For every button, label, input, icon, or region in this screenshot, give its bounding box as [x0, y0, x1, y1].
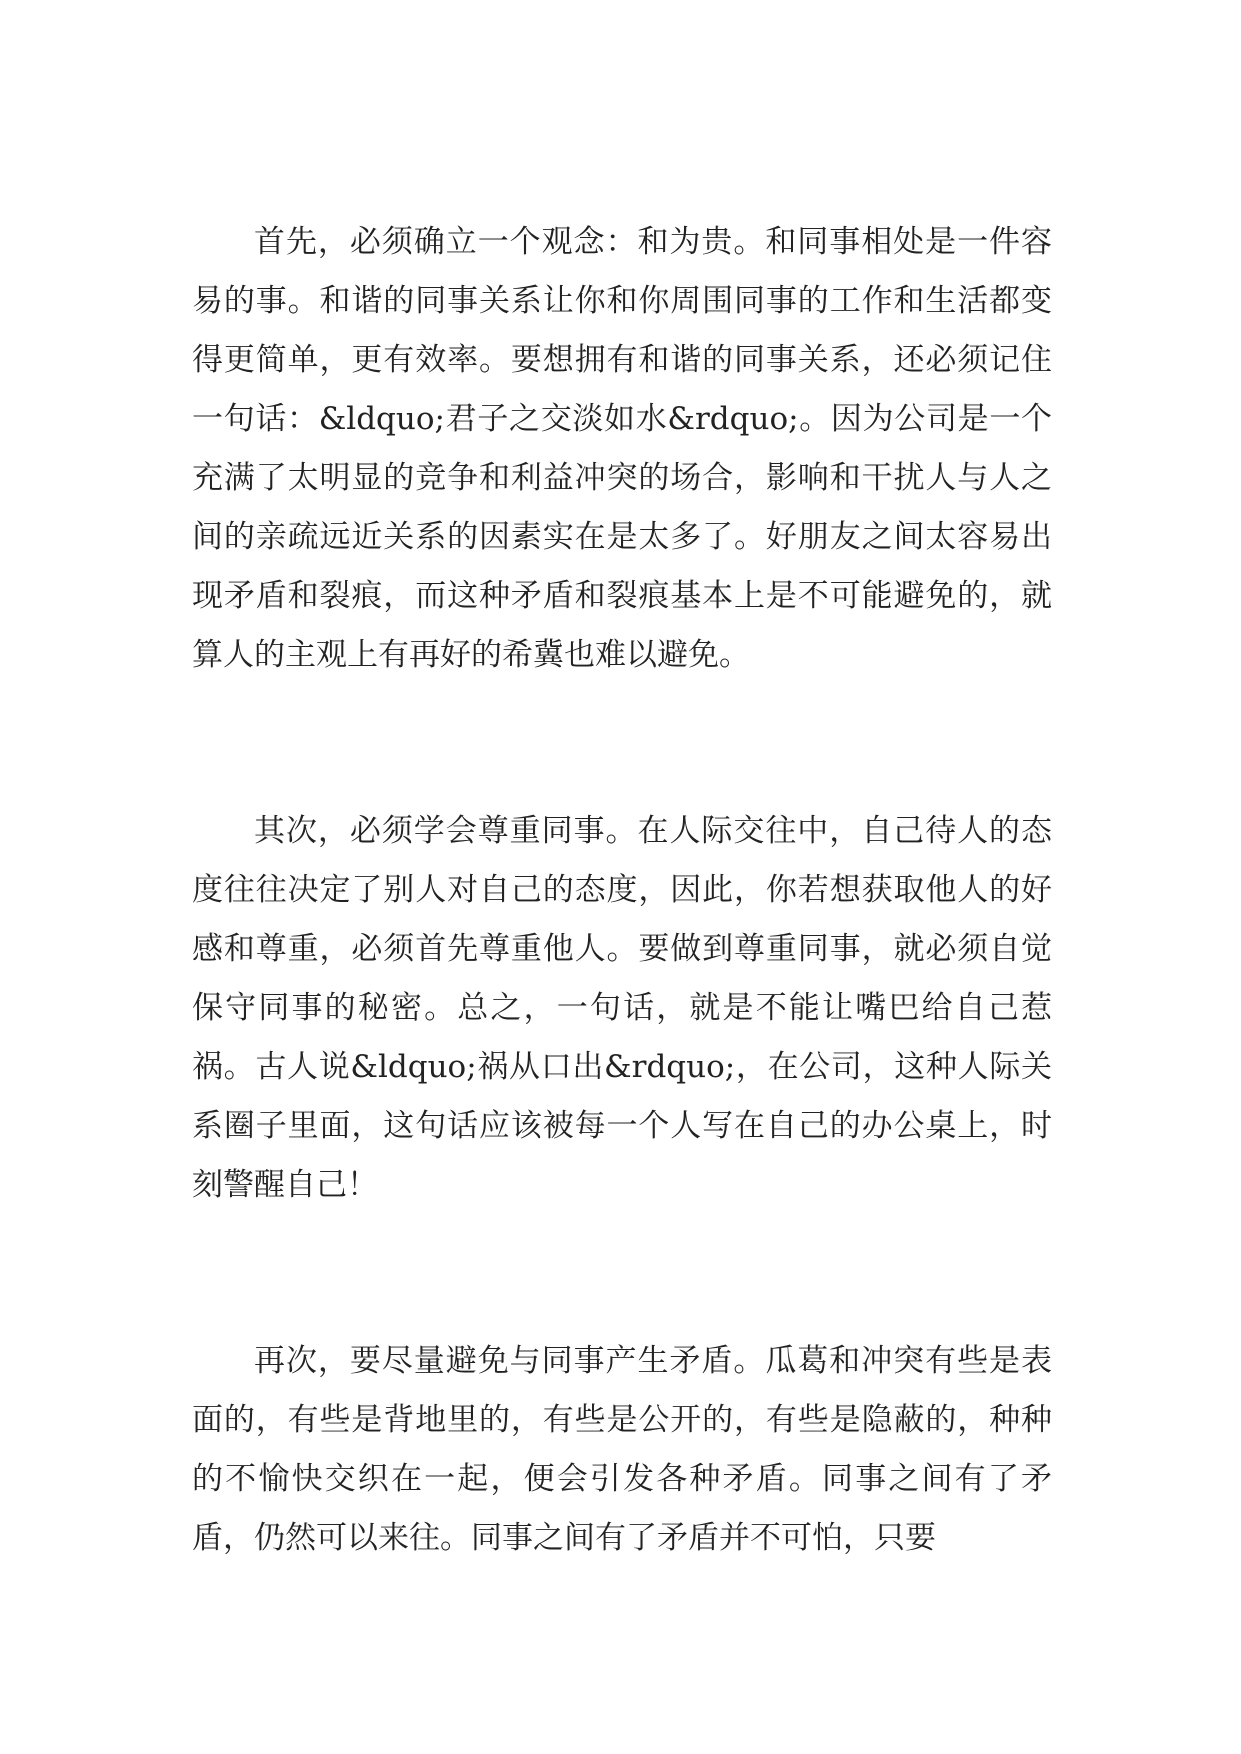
document-body [192, 213, 1052, 1568]
paragraph-respect: 其次，必须学会尊重同事。在人际交往中，自己待人的态度往往决定了别人对自己的态度，因此，你若想获取他人的好感和尊重，必须首先尊重他人。要做到尊重同事，就必须自觉保守同事的秘密。总之，一句话，就是不能让嘴巴给自己惹祸。古人说&ldquo;祸从口出&rdquo;，在公司，这种人际关系圈子里面，这句话应该被每一个人写在自己的办公桌上，时刻警醒自己！ [192, 813, 1052, 1203]
paragraph-harmony: 首先，必须确立一个观念：和为贵。和同事相处是一件容易的事。和谐的同事关系让你和你周围同事的工作和生活都变得更简单，更有效率。要想拥有和谐的同事关系，还必须记住一句话：&ldquo;君子之交淡如水&rdquo;。因为公司是一个充满了太明显的竞争和利益冲突的场合，影响和干扰人与人之间的亲疏远近关系的因素实在是太多了。好朋友之间太容易出现矛盾和裂痕，而这种矛盾和裂痕基本上是不可能避免的，就算人的主观上有再好的希冀也难以避免。 [192, 224, 1052, 673]
paragraph-avoid-conflict: 再次，要尽量避免与同事产生矛盾。瓜葛和冲突有些是表面的，有些是背地里的，有些是公开的，有些是隐蔽的，种种的不愉快交织在一起，便会引发各种矛盾。同事之间有了矛盾，仍然可以来往。同事之间有了矛盾并不可怕，只要 [192, 1343, 1052, 1556]
